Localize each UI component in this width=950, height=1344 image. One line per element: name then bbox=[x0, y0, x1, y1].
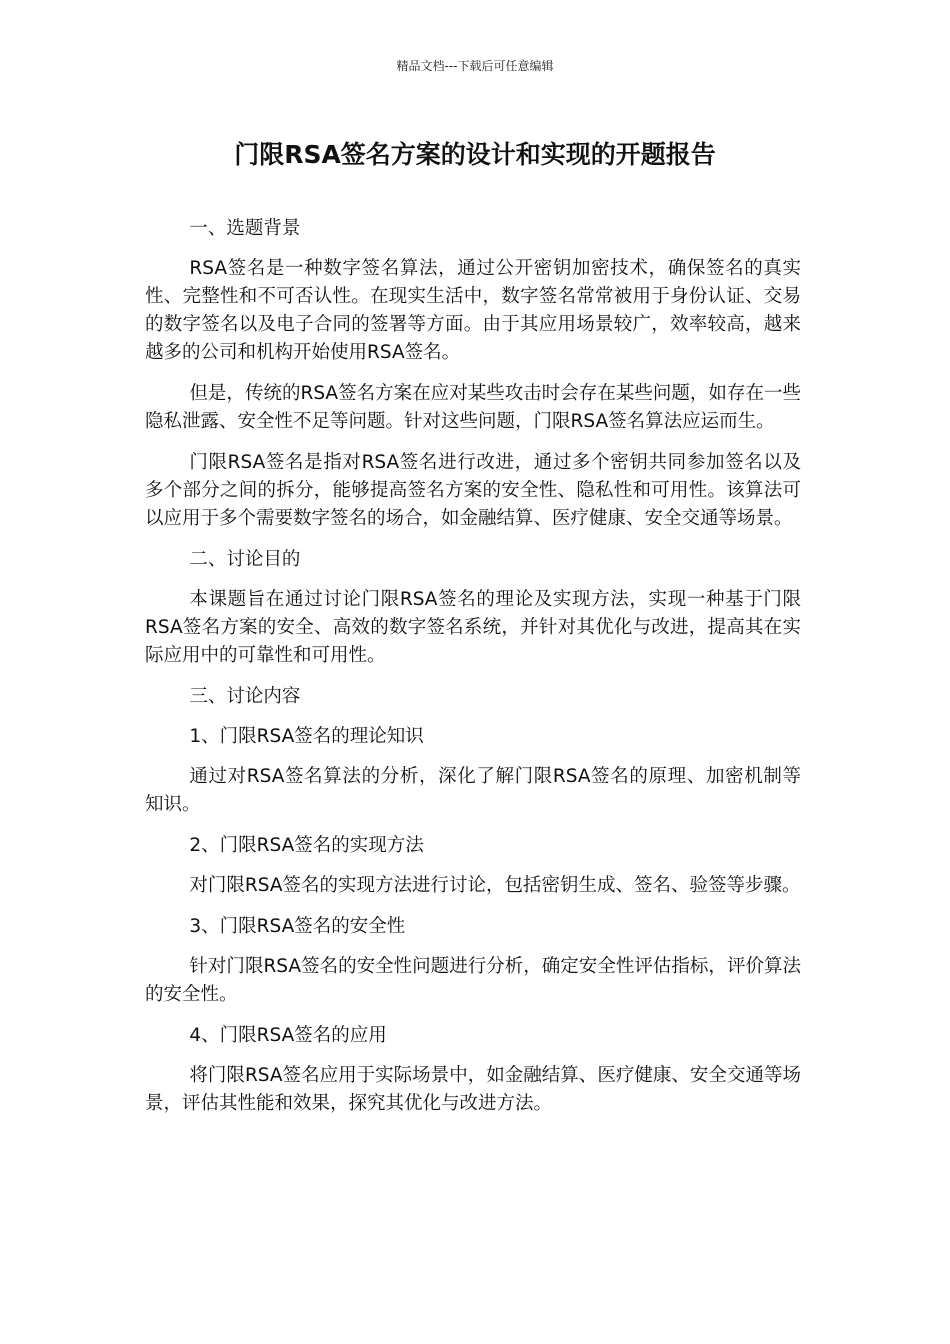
section-heading-purpose: 二、讨论目的 bbox=[189, 549, 301, 570]
paragraph-background-3: 门限RSA签名是指对RSA签名进行改进，通过多个密钥共同参加签名以及多个部分之间的拆分，能够提高签名方案的安全性、隐私性和可用性。该算法可以应用于多个需要数字签名的场合，如金融结算、医疗健康、安全交通等场景。 bbox=[145, 452, 801, 529]
paragraph-security: 针对门限RSA签名的安全性问题进行分析，确定安全性评估指标，评价算法的安全性。 bbox=[145, 956, 801, 1005]
subheading-implementation: 2、门限RSA签名的实现方法 bbox=[189, 835, 424, 856]
document-body bbox=[145, 215, 801, 1131]
subheading-application: 4、门限RSA签名的应用 bbox=[189, 1025, 387, 1046]
paragraph-implementation: 对门限RSA签名的实现方法进行讨论，包括密钥生成、签名、验签等步骤。 bbox=[189, 875, 801, 896]
section-heading-content: 三、讨论内容 bbox=[189, 686, 301, 707]
header-note: 精品文档---下载后可任意编辑 bbox=[396, 59, 554, 73]
paragraph-application: 将门限RSA签名应用于实际场景中，如金融结算、医疗健康、安全交通等场景，评估其性能和效果，探究其优化与改进方法。 bbox=[145, 1065, 801, 1114]
paragraph-background-2: 但是，传统的RSA签名方案在应对某些攻击时会存在某些问题，如存在一些隐私泄露、安全性不足等问题。针对这些问题，门限RSA签名算法应运而生。 bbox=[145, 383, 801, 432]
paragraph-theory: 通过对RSA签名算法的分析，深化了解门限RSA签名的原理、加密机制等知识。 bbox=[145, 766, 801, 815]
paragraph-purpose: 本课题旨在通过讨论门限RSA签名的理论及实现方法，实现一种基于门限RSA签名方案的安全、高效的数字签名系统，并针对其优化与改进，提高其在实际应用中的可靠性和可用性。 bbox=[145, 589, 801, 666]
document-title: 门限RSA签名方案的设计和实现的开题报告 bbox=[234, 140, 716, 169]
section-heading-background: 一、选题背景 bbox=[189, 218, 301, 239]
subheading-security: 3、门限RSA签名的安全性 bbox=[189, 916, 406, 937]
subheading-theory: 1、门限RSA签名的理论知识 bbox=[189, 726, 424, 747]
paragraph-background-1: RSA签名是一种数字签名算法，通过公开密钥加密技术，确保签名的真实性、完整性和不可否认性。在现实生活中，数字签名常常被用于身份认证、交易的数字签名以及电子合同的签署等方面。由于其应用场景较广，效率较高，越来越多的公司和机构开始使用RSA签名。 bbox=[145, 258, 801, 363]
